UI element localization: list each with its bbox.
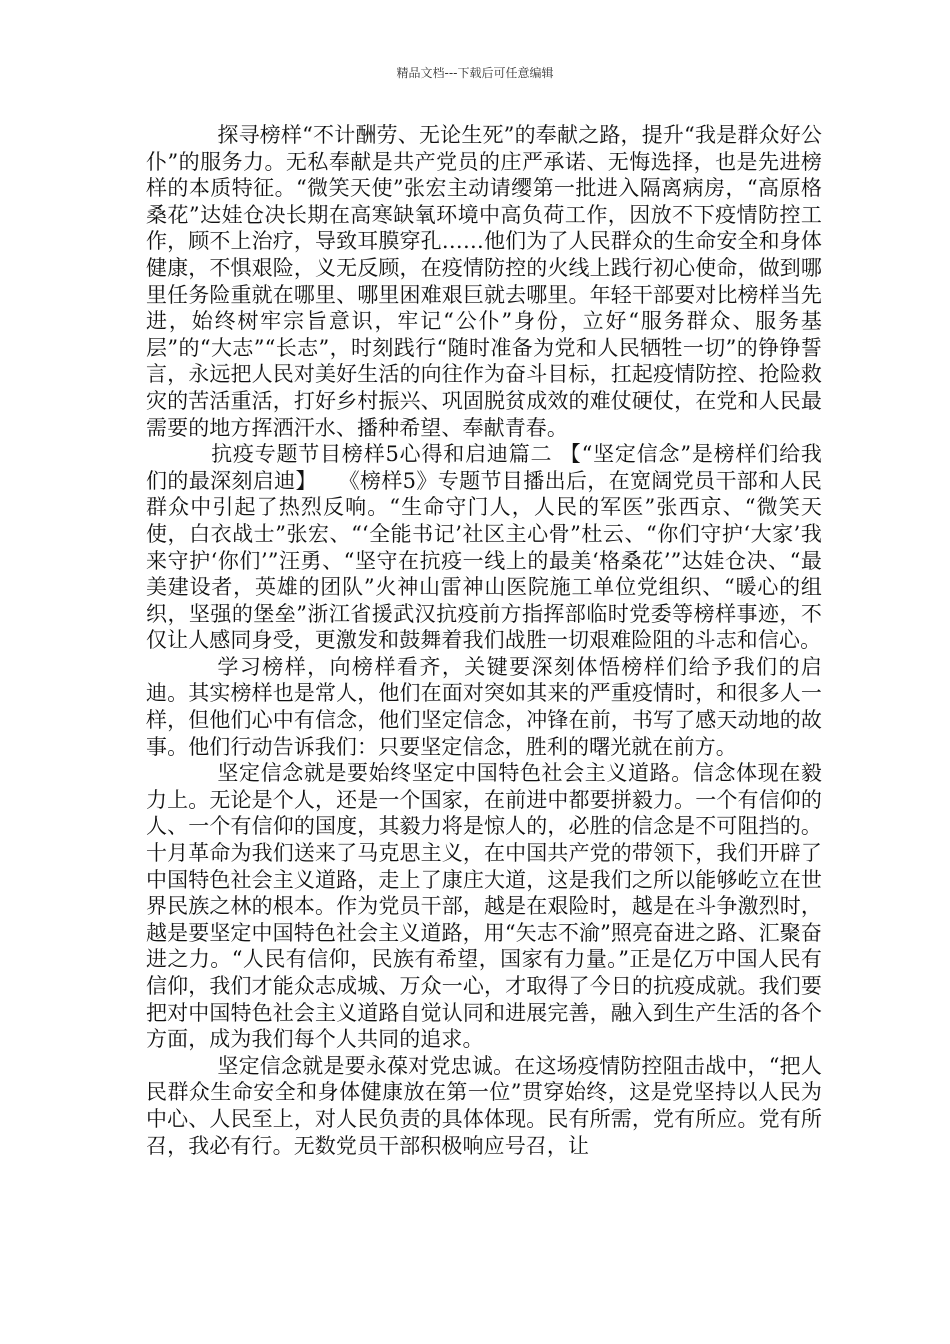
paragraph-part-two-intro: 抗疫专题节目榜样5心得和启迪篇二 【“坚定信念”是榜样们给我们的最深刻启迪】 《榜样5》专题节目播出后，在宽阔党员干部和人民群众中引起了热烈反响。“生命守门人，人民的军医”张西京、“微笑天使，白衣战士”张宏、“‘全能书记’社区主心骨”杜云、“你们守护‘大家’我来守护‘你们’”汪勇、“坚守在抗疫一线上的最美‘格桑花’”达娃仓决、“最美建设者，英雄的团队”火神山雷神山医院施工单位党组织、“暖心的组织，坚强的堡垒”浙江省援武汉抗疫前方指挥部临时党委等榜样事迹，不仅让人感同身受，更激发和鼓舞着我们战胜一切艰难险阻的斗志和信心。 — [146, 442, 822, 653]
paragraph-loyalty-to-party: 坚定信念就是要永葆对党忠诚。在这场疫情防控阻击战中，“把人民群众生命安全和身体健康放在第一位”贯穿始终，这是党坚持以人民为中心、人民至上，对人民负责的具体体现。民有所需，党有所应。党有所召，我必有行。无数党员干部积极响应号召，让 — [146, 1053, 822, 1158]
paragraph-dedication: 探寻榜样“不计酬劳、无论生死”的奉献之路，提升“我是群众好公仆”的服务力。无私奉献是共产党员的庄严承诺、无悔选择，也是先进榜样的本质特征。“微笑天使”张宏主动请缨第一批进入隔离病房，“高原格桑花”达娃仓决长期在高寒缺氧环境中高负荷工作，因放不下疫情防控工作，顾不上治疗，导致耳膜穿孔……他们为了人民群众的生命安全和身体健康，不惧艰险，义无反顾，在疫情防控的火线上践行初心使命，做到哪里任务险重就在哪里、哪里困难艰巨就去哪里。年轻干部要对比榜样当先进，始终树牢宗旨意识，牢记“公仆”身份，立好“服务群众、服务基层”的“大志”“长志”，时刻践行“随时准备为党和人民牺牲一切”的铮铮誓言，永远把人民对美好生活的向往作为奋斗目标，扛起疫情防控、抢险救灾的苦活重活，打好乡村振兴、巩固脱贫成效的难仗硬仗，在党和人民最需要的地方挥洒汗水、播种希望、奉献青春。 — [146, 123, 822, 440]
paragraph-socialist-road: 坚定信念就是要始终坚定中国特色社会主义道路。信念体现在毅力上。无论是个人，还是一个国家，在前进中都要拼毅力。一个有信仰的人、一个有信仰的国度，其毅力将是惊人的，必胜的信念是不可阻挡的。十月革命为我们送来了马克思主义，在中国共产党的带领下，我们开辟了中国特色社会主义道路，走上了康庄大道，这是我们之所以能够屹立在世界民族之林的根本。作为党员干部，越是在艰险时，越是在斗争激烈时，越是要坚定中国特色社会主义道路，用“矢志不渝”照亮奋进之路、汇聚奋进之力。“人民有信仰，民族有希望，国家有力量。”正是亿万中国人民有信仰，我们才能众志成城、万众一心，才取得了今日的抗疫成就。我们要把对中国特色社会主义道路自觉认同和进展完善，融入到生产生活的各个方面，成为我们每个人共同的追求。 — [146, 761, 822, 1052]
paragraph-learn-from-role-models: 学习榜样，向榜样看齐，关键要深刻体悟榜样们给予我们的启迪。其实榜样也是常人，他们在面对突如其来的严重疫情时，和很多人一样，但他们心中有信念，他们坚定信念，冲锋在前，书写了感天动地的故事。他们行动告诉我们：只要坚定信念，胜利的曙光就在前方。 — [146, 654, 822, 759]
document-body — [146, 122, 822, 1159]
page-header: 精品文档---下载后可任意编辑 — [396, 66, 554, 80]
